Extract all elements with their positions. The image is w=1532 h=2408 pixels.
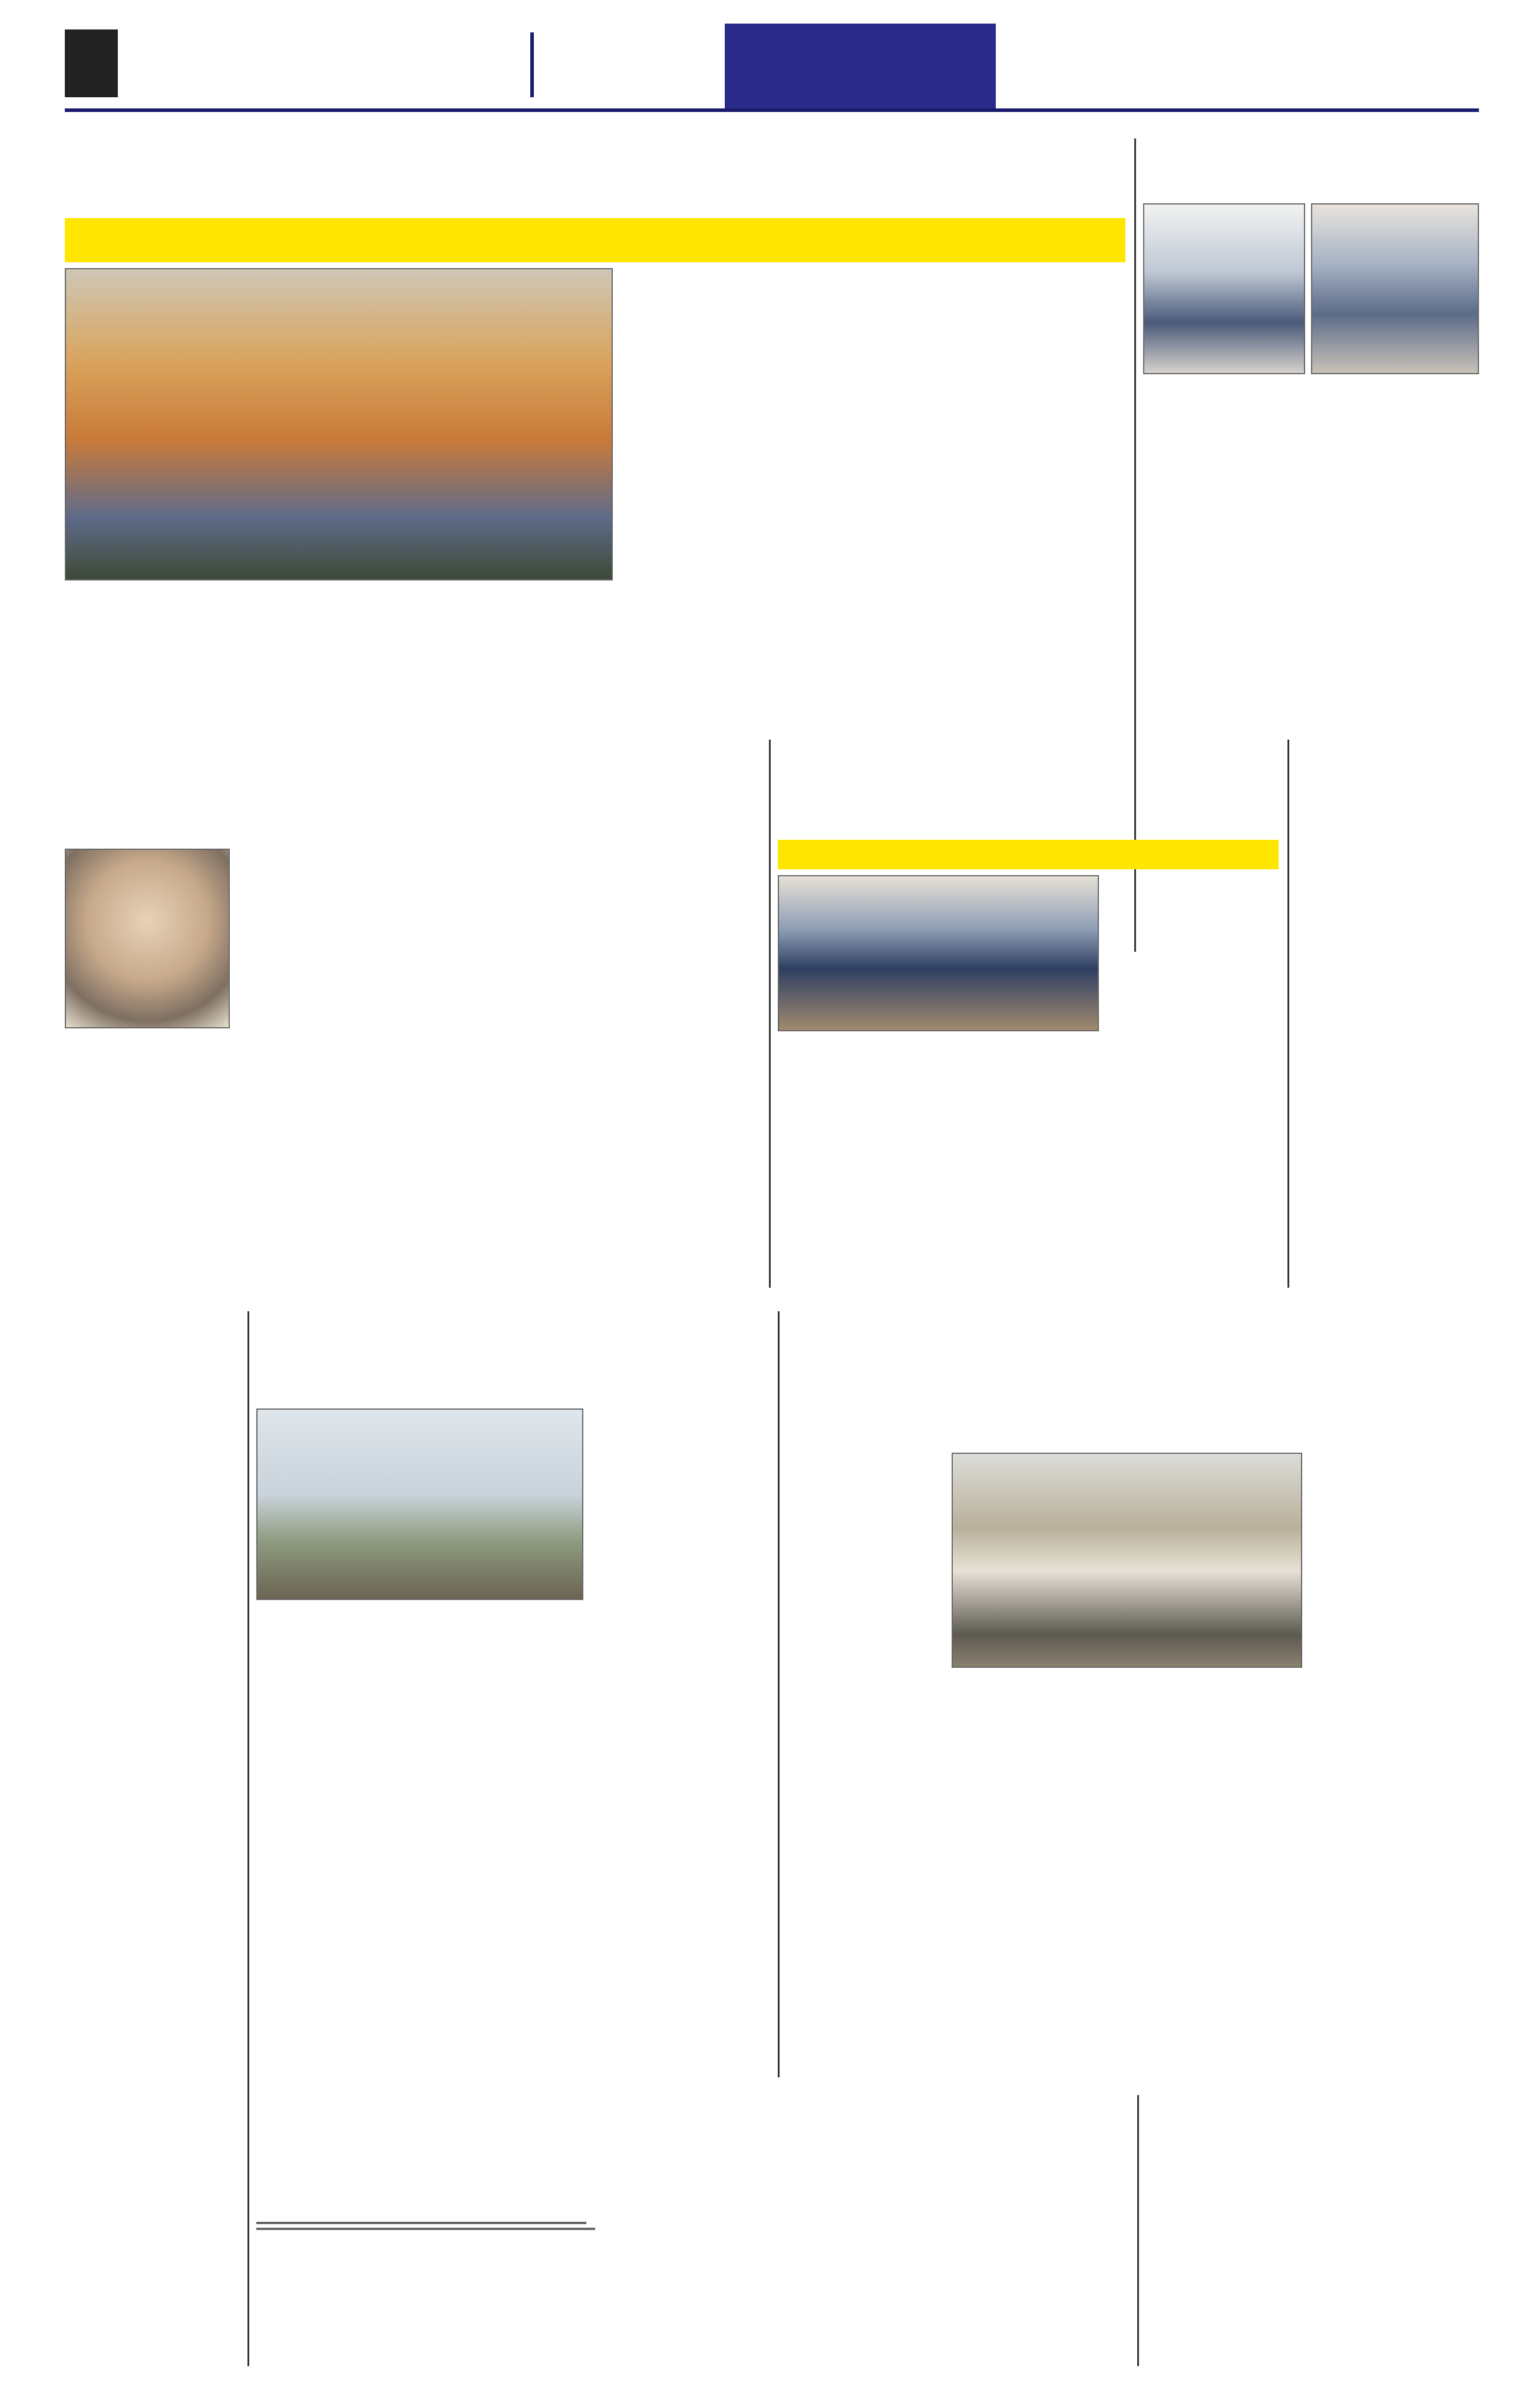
photo-caption: [952, 2054, 1120, 2076]
page-number: [65, 29, 118, 97]
text-echeck-col3: [592, 1408, 769, 2077]
text-kisan-col2: [239, 849, 407, 1288]
subheadline-aap-cylinder: [787, 1417, 1479, 1447]
subheadline-nsui: [778, 840, 1279, 869]
text-aap-col2: [952, 1674, 1120, 2051]
text-kisan-col4: [592, 849, 760, 1288]
text-van-vibhag: [1296, 831, 1479, 1288]
header-divider: [530, 32, 534, 97]
subheadline-kanya-vivah: [65, 218, 1125, 262]
text-nsui-col2: [943, 1037, 1099, 1288]
text-nsui-col3: [1108, 875, 1279, 1288]
text-kisan-col1: [65, 1034, 230, 1288]
column-rule: [1134, 138, 1136, 952]
photo-redcross-lecture: [1311, 203, 1479, 374]
text-matsya: [65, 1417, 242, 2366]
photo-wedding-ceremony: [65, 268, 613, 580]
photo-kisan-leader: [65, 849, 230, 1028]
column-rule: [769, 740, 771, 1288]
column-rule: [247, 1311, 249, 2366]
photo-redcross-students: [1143, 203, 1305, 374]
text-krishi-col1: [1146, 2160, 1308, 2366]
photo-aap-protest: [952, 1453, 1302, 1668]
column-rule: [1287, 740, 1289, 1288]
photo-nsui-memorandum: [778, 875, 1099, 1031]
column-rule: [778, 1311, 780, 2077]
text-echeck-col2: [424, 1606, 583, 2077]
text-krishi-col2: [1317, 2160, 1479, 2366]
section-name: [725, 24, 996, 112]
text-aap-col4: [1311, 1453, 1479, 2077]
column-rule: [1137, 2095, 1139, 2366]
text-aap-col3: [1128, 1674, 1302, 2077]
text-nsui-col1: [778, 1037, 934, 1288]
text-echeck-col1: [256, 1606, 415, 2077]
photo-echeck-gate: [256, 1408, 583, 1600]
text-aap-col1: [787, 1453, 943, 2077]
masthead: [65, 24, 1479, 112]
text-kisan-col3: [415, 849, 583, 1288]
